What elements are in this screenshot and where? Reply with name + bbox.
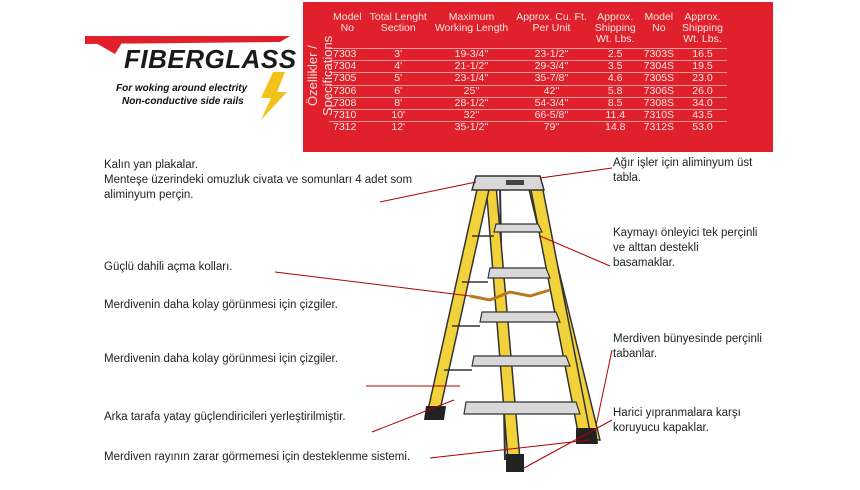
spec-cell: 7310 [329, 110, 366, 122]
spec-cell: 16.5 [678, 49, 727, 61]
spec-cell: 53.0 [678, 122, 727, 134]
spec-cell: 7306S [640, 85, 678, 97]
spec-cell: 7308S [640, 97, 678, 109]
spec-cell: 35-7/8'' [512, 73, 591, 85]
label-steps: Kaymayı önleyici tek perçinli ve alttan destekli basamaklar. [613, 227, 758, 269]
top-cap-badge [506, 180, 524, 185]
spec-cell: 7312 [329, 122, 366, 134]
front-rail-right [530, 185, 590, 432]
label-top-cap: Ağır işler için aliminyum üst tabla. [613, 157, 753, 184]
spec-cell: 54-3/4'' [512, 97, 591, 109]
spec-cell: 26.0 [678, 85, 727, 97]
spec-cell: 7310S [640, 110, 678, 122]
spec-cell: 79'' [512, 122, 591, 134]
spec-cell: 6' [366, 85, 431, 97]
spec-cell: 10' [366, 110, 431, 122]
spec-cell: 4' [366, 61, 431, 73]
spec-cell: 7305 [329, 73, 366, 85]
foot-back-left [506, 454, 524, 472]
spec-header-5: Model No [644, 11, 674, 34]
spec-cell: 7305S [640, 73, 678, 85]
logo-subtitle-2: Non-conductive side rails [122, 96, 244, 107]
spec-cell: 7303 [329, 49, 366, 61]
spec-cell: 28-1/2'' [431, 97, 512, 109]
logo-title: FIBERGLASS [124, 44, 297, 74]
label-covers: Harici yıpranmalara karşı koruyucu kapaklar. [613, 407, 741, 434]
spec-cell: 7306 [329, 85, 366, 97]
spec-cell: 19-3/4'' [431, 49, 512, 61]
spec-cell: 4.6 [591, 73, 640, 85]
spec-cell: 8' [366, 97, 431, 109]
label-spreader: Güçlü dahili açma kolları. [104, 261, 233, 273]
spec-cell: 23-1/4'' [431, 73, 512, 85]
label-visibility-2: Merdivenin daha kolay görünmesi için çizgiler. [104, 353, 338, 365]
label-visibility-1: Merdivenin daha kolay görünmesi için çizgiler. [104, 299, 338, 311]
label-rail-support: Merdiven rayının zarar görmemesi için desteklenme sistemi. [104, 451, 411, 463]
spec-cell: 35-1/2'' [431, 122, 512, 134]
spec-header-3: Approx. Cu. Ft. Per Unit [516, 11, 587, 34]
label-rear-brace: Arka tarafa yatay güçlendiricileri yerleştirilmiştir. [104, 411, 346, 423]
spec-cell: 25'' [431, 85, 512, 97]
spec-header-0: Model No [333, 11, 362, 34]
spreader-brace [470, 290, 550, 300]
spec-cell: 7312S [640, 122, 678, 134]
spec-cell: 23-1/2'' [512, 49, 591, 61]
spec-header-4: Approx. Shipping Wt. Lbs. [594, 11, 636, 45]
spec-cell: 2.5 [591, 49, 640, 61]
spec-cell: 32'' [431, 110, 512, 122]
spec-cell: 7304S [640, 61, 678, 73]
spec-header-1: Total Lenght Section [369, 11, 427, 34]
spec-cell: 5.8 [591, 85, 640, 97]
spec-cell: 7308 [329, 97, 366, 109]
spec-cell: 23.0 [678, 73, 727, 85]
spec-cell: 12' [366, 122, 431, 134]
spec-cell: 42'' [512, 85, 591, 97]
spec-cell: 7303S [640, 49, 678, 61]
spec-cell: 14.8 [591, 122, 640, 134]
spec-cell: 11.4 [591, 110, 640, 122]
spec-header-6: Approx. Shipping Wt. Lbs. [682, 11, 723, 45]
spec-cell: 3.5 [591, 61, 640, 73]
foot-front-left [424, 406, 446, 420]
spec-cell: 29-3/4'' [512, 61, 591, 73]
spec-cell: 21-1/2'' [431, 61, 512, 73]
spec-cell: 19.5 [678, 61, 727, 73]
logo-subtitle-1: For woking around electrity [116, 83, 248, 94]
label-side-plates: Kalın yan plakalar. Menteşe üzerindeki omuzluk civata ve somunları 4 adet som aliminyum perçin. [104, 159, 413, 201]
spec-cell: 43.5 [678, 110, 727, 122]
spec-cell: 5' [366, 73, 431, 85]
label-shoes: Merdiven bünyesinde perçinli tabanlar. [613, 333, 762, 360]
specifications-side-label: Özellikler / Specifications [305, 35, 335, 117]
spec-cell: 34.0 [678, 97, 727, 109]
spec-cell: 66-5/8'' [512, 110, 591, 122]
spec-cell: 3' [366, 49, 431, 61]
spec-cell: 8.5 [591, 97, 640, 109]
spec-header-2: Maximum Working Length [434, 11, 509, 34]
spec-cell: 7304 [329, 61, 366, 73]
